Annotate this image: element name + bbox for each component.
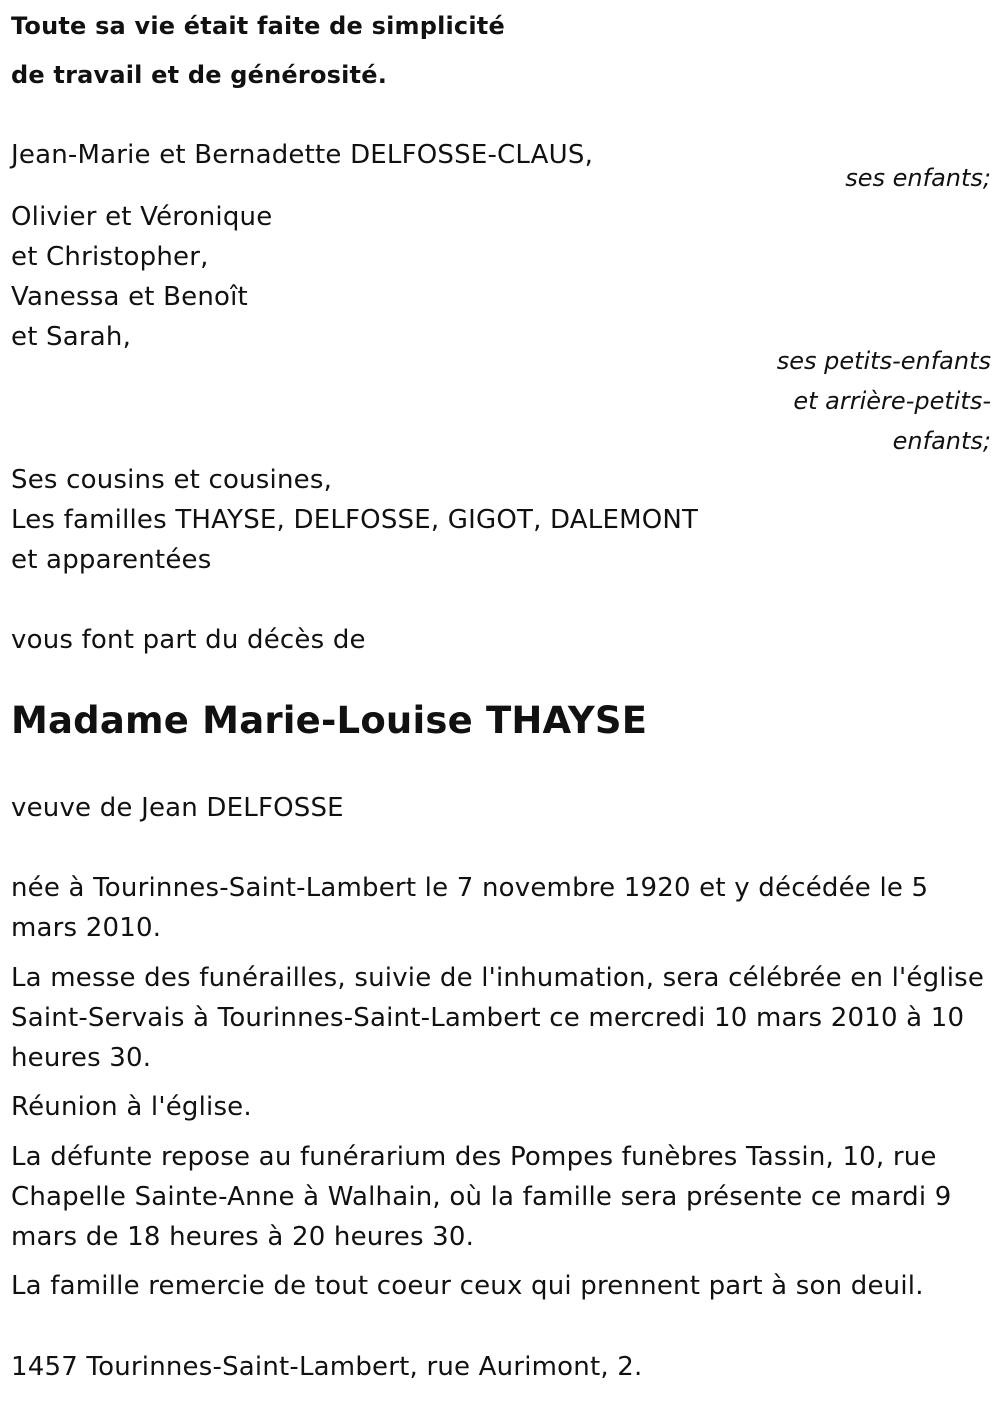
epigraph-line-2: de travail et de générosité.: [11, 61, 388, 89]
relatives-line-1: Ses cousins et cousines,: [11, 465, 333, 495]
grandchild-line-2: et Christopher,: [11, 242, 209, 272]
grandchild-line-4: et Sarah,: [11, 322, 132, 352]
gathering: Réunion à l'église.: [11, 1092, 252, 1122]
address: 1457 Tourinnes-Saint-Lambert, rue Aurimont, 2.: [11, 1352, 643, 1382]
epigraph-line-1: Toute sa vie était faite de simplicité: [11, 12, 505, 40]
grandchild-line-3: Vanessa et Benoît: [11, 282, 248, 312]
grandchild-line-1: Olivier et Véronique: [11, 202, 273, 232]
children-names: Jean-Marie et Bernadette DELFOSSE-CLAUS,: [11, 140, 594, 170]
children-role: ses enfants;: [845, 164, 991, 192]
grandchildren-role-line-3: enfants;: [892, 427, 991, 455]
funeral-home: La défunte repose au funérarium des Pompes funèbres Tassin, 10, rue Chapelle Sainte-Anne à Walhain, où la famille sera présente ce mardi 9 mars de 18 heures à 20 heures 30.: [11, 1142, 952, 1252]
grandchildren-role-line-2: et arrière-petits-: [793, 387, 991, 415]
deceased-name: Madame Marie-Louise THAYSE: [11, 699, 648, 742]
relatives-line-2: Les familles THAYSE, DELFOSSE, GIGOT, DALEMONT: [11, 505, 699, 535]
announcement: vous font part du décès de: [11, 625, 366, 655]
widow-of: veuve de Jean DELFOSSE: [11, 793, 344, 823]
grandchildren-role-line-1: ses petits-enfants: [776, 347, 991, 375]
birth-death: née à Tourinnes-Saint-Lambert le 7 novembre 1920 et y décédée le 5 mars 2010.: [11, 873, 929, 943]
relatives-line-3: et apparentées: [11, 545, 212, 575]
funeral-mass: La messe des funérailles, suivie de l'inhumation, sera célébrée en l'église Saint-Servais à Tourinnes-Saint-Lambert ce mercredi 10 mars 2010 à 10 heures 30.: [11, 963, 985, 1073]
thanks: La famille remercie de tout coeur ceux qui prennent part à son deuil.: [11, 1271, 924, 1301]
